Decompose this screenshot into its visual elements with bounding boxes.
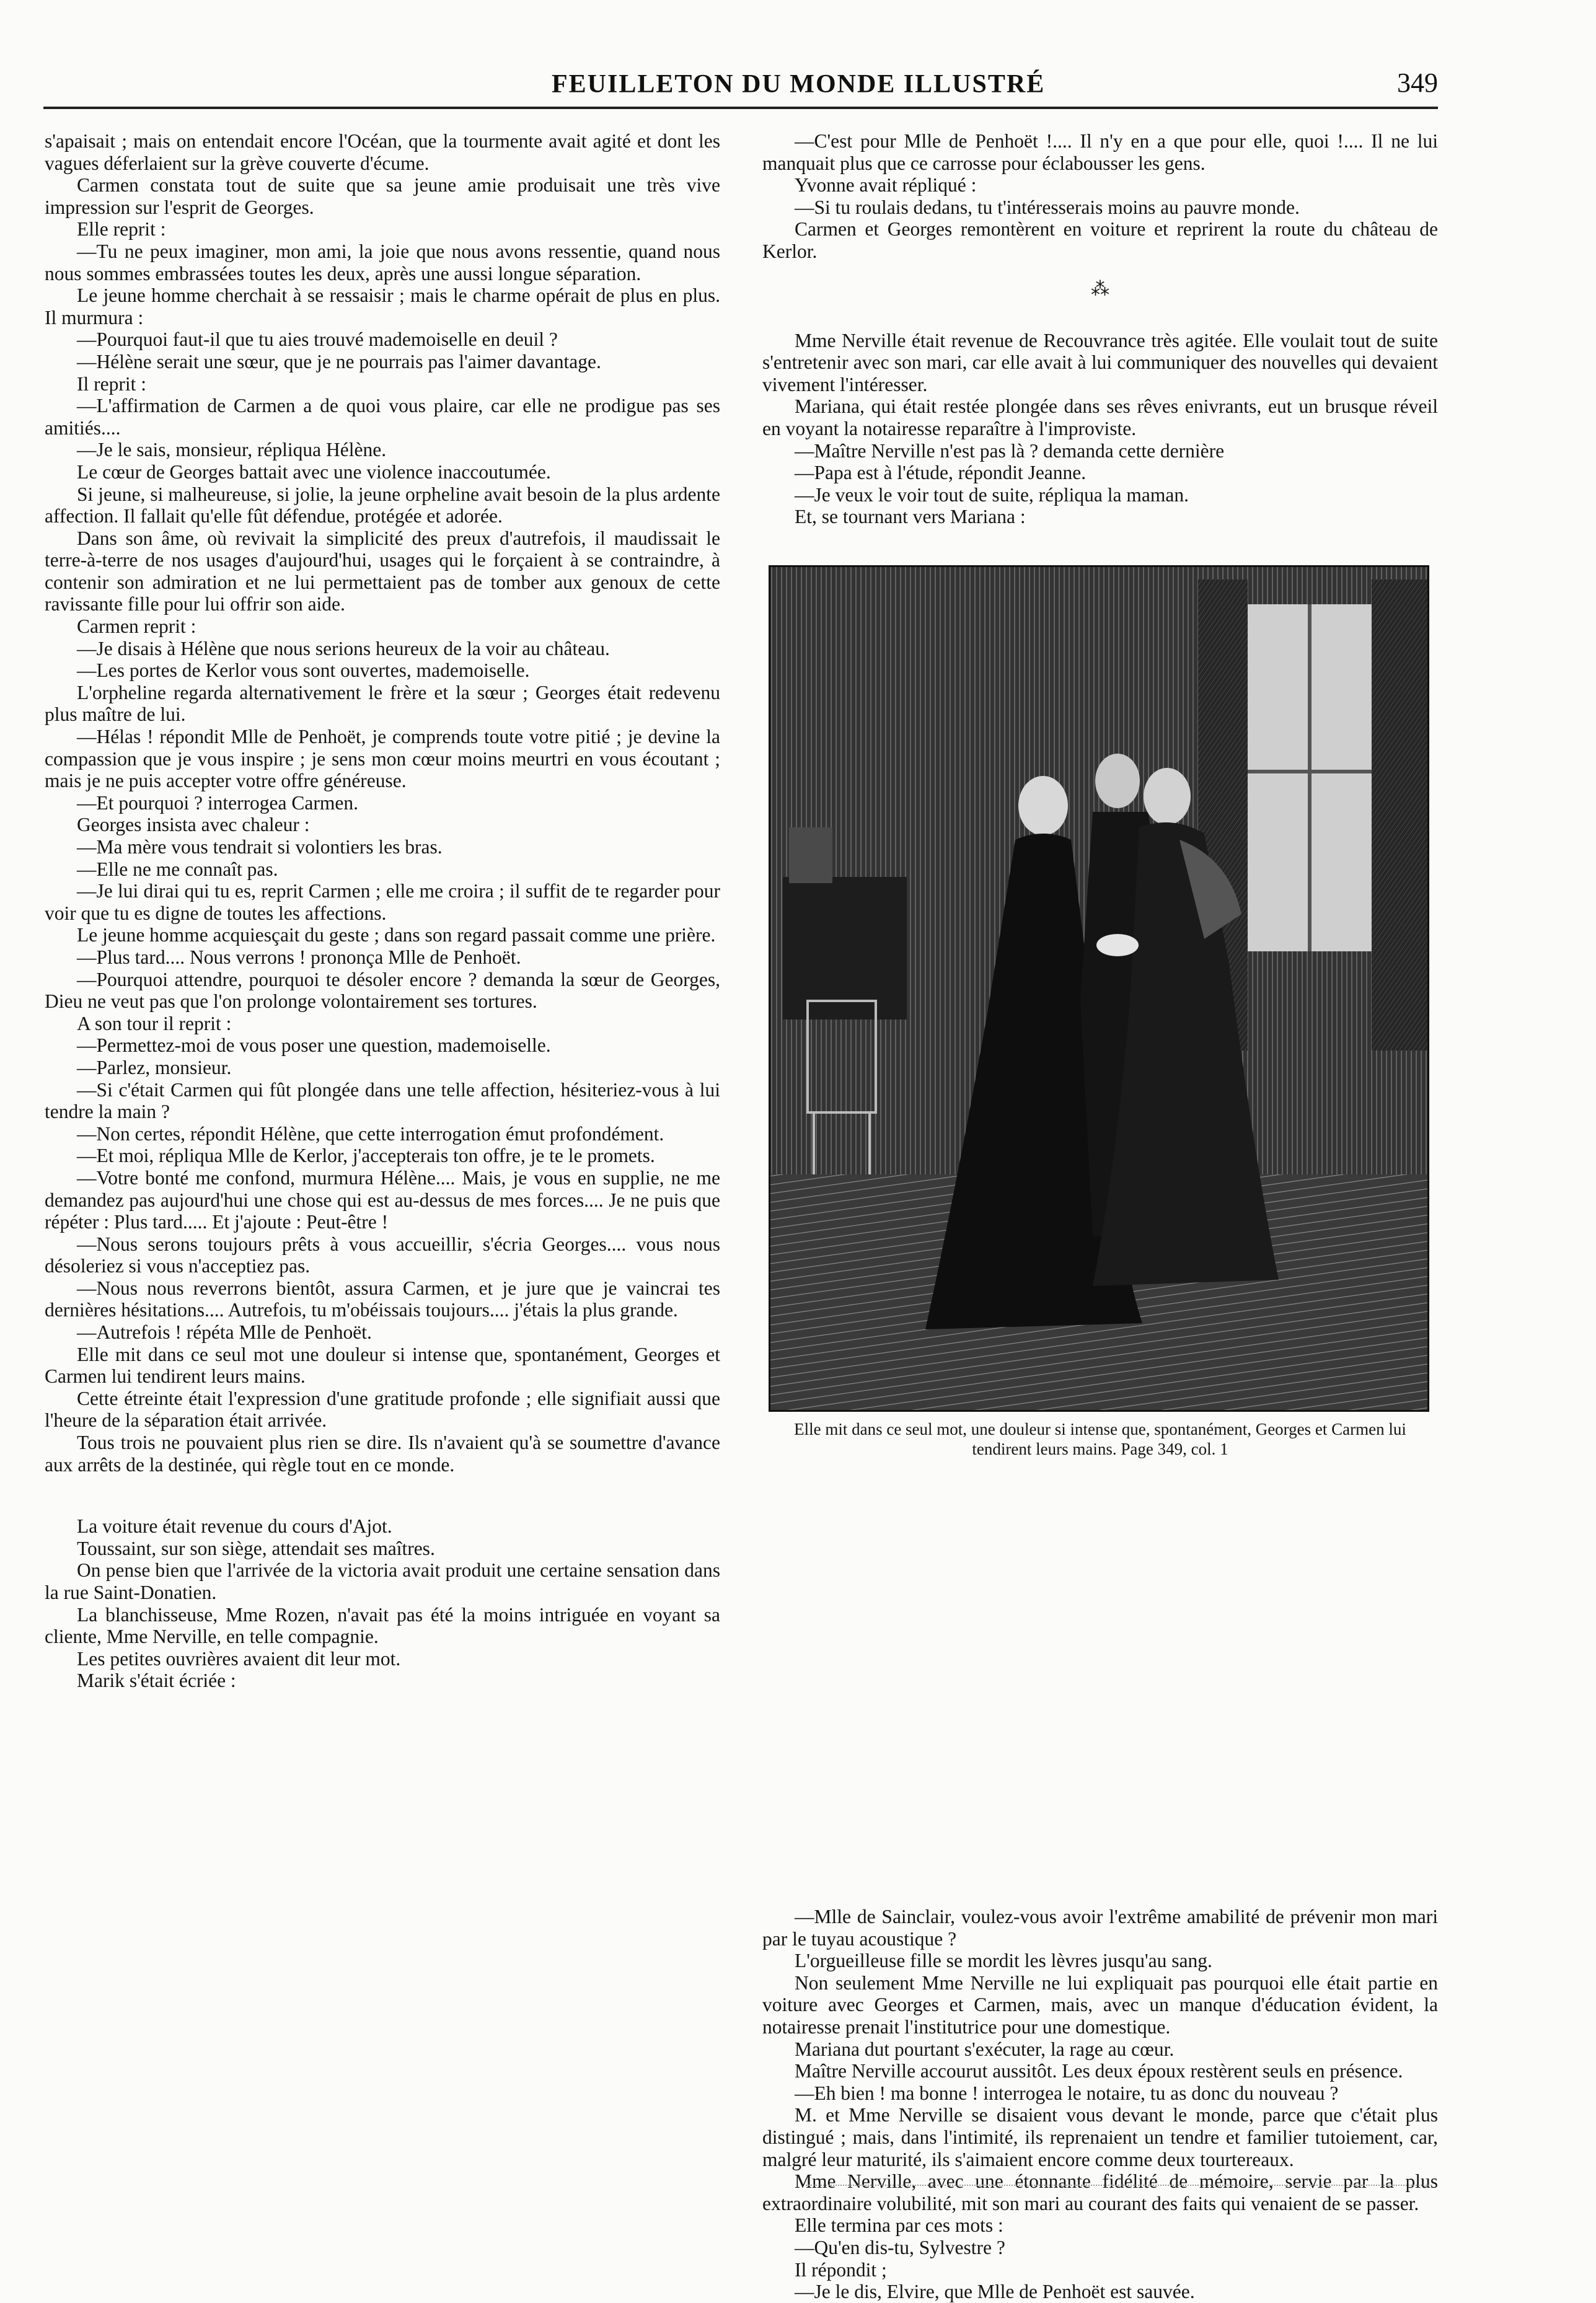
paragraph: Il répondit ; xyxy=(795,2258,887,2281)
paragraph: Dans son âme, où revivait la simplicité des preux d'autrefois, il maudissait le terre-à-terre de nos usages d'aujourd'hui, usages qui le forçaient à se contraindre, à contenir son admiration et ne lui permettaient pas de tomber aux genoux de cette ravissante fille pour lui offrir son aide. xyxy=(45,527,720,615)
paragraph: —Maître Nerville n'est pas là ? demanda cette dernière xyxy=(795,439,1225,462)
paragraph: —Qu'en dis-tu, Sylvestre ? xyxy=(795,2236,1005,2258)
paragraph: —Et moi, répliqua Mlle de Kerlor, j'accepterais ton offre, je te le promets. xyxy=(77,1145,655,1167)
paragraph: —Papa est à l'étude, répondit Jeanne. xyxy=(795,462,1087,484)
paragraph: Cette étreinte était l'expression d'une gratitude profonde ; elle signifiait aussi que l'heure de la séparation était arrivée. xyxy=(45,1387,720,1432)
paragraph: —Je le sais, monsieur, répliqua Hélène. xyxy=(77,439,387,461)
paragraph: Il reprit : xyxy=(77,372,146,395)
paragraph: —Si c'était Carmen qui fût plongée dans une telle affection, hésiteriez-vous à lui tendre la main ? xyxy=(45,1078,720,1123)
paragraph: —Mlle de Sainclair, voulez-vous avoir l'extrême amabilité de prévenir mon mari par le tuyau acoustique ? xyxy=(762,1906,1438,1950)
paragraph: On pense bien que l'arrivée de la victoria avait produit une certaine sensation dans la rue Saint-Donatien. xyxy=(45,1559,720,1603)
paragraph: —L'affirmation de Carmen a de quoi vous plaire, car elle ne prodigue pas ses amitiés.... xyxy=(45,395,720,439)
paragraph: Elle termina par ces mots : xyxy=(795,2214,1003,2237)
paragraph: A son tour il reprit : xyxy=(77,1012,232,1034)
paragraph: —Je le dis, Elvire, que Mlle de Penhoët est sauvée. xyxy=(795,2281,1195,2303)
footer-rule xyxy=(806,2185,1432,2186)
paragraph: Non seulement Mme Nerville ne lui expliquait pas pourquoi elle était partie en voiture avec Georges et Carmen, mais, avec un manque d'éducation évident, la notairesse prenait l'institutrice pour une domestique. xyxy=(762,1971,1438,2038)
paragraph: Elle mit dans ce seul mot une douleur si intense que, spontanément, Georges et Carmen lui tendirent leurs mains. xyxy=(45,1343,720,1388)
paragraph: —Hélas ! répondit Mlle de Penhoët, je comprends toute votre pitié ; je devine la compassion que je vous inspire ; je sens mon cœur moins meurtri en vous écoutant ; mais je ne puis accepter votre offre généreuse. xyxy=(45,726,720,792)
paragraph: Mme Nerville, avec une étonnante fidélité de mémoire, servie par la plus extraordinaire volubilité, mit son mari au courant des faits qui venaient de se passer. xyxy=(762,2170,1438,2214)
paragraph: —Votre bonté me confond, murmura Hélène.... Mais, je vous en supplie, ne me demandez pas aujourd'hui une chose qui est au-dessus de mes forces.... Je ne puis que répéter : Plus tard..... Et j'ajoute : Peut-être ! xyxy=(45,1166,720,1233)
paragraph: —Permettez-moi de vous poser une question, mademoiselle. xyxy=(77,1034,551,1057)
paragraph: Georges insista avec chaleur : xyxy=(77,814,310,836)
paragraph: —Eh bien ! ma bonne ! interrogea le notaire, tu as donc du nouveau ? xyxy=(795,2082,1339,2104)
paragraph: Mariana, qui était restée plongée dans ses rêves enivrants, eut un brusque réveil en voyant la notairesse reparaître à l'improviste. xyxy=(762,395,1438,439)
paragraph: Maître Nerville accourut aussitôt. Les deux époux restèrent seuls en présence. xyxy=(795,2060,1403,2082)
paragraph: Les petites ouvrières avaient dit leur mot. xyxy=(77,1647,401,1670)
paragraph: Le cœur de Georges battait avec une violence inaccoutumée. xyxy=(77,460,551,483)
column-right-bottom xyxy=(762,1906,1438,2303)
page-header xyxy=(43,62,1438,105)
paragraph: —Si tu roulais dedans, tu t'intéresserais moins au pauvre monde. xyxy=(795,196,1300,218)
paragraph: Mariana dut pourtant s'exécuter, la rage au cœur. xyxy=(795,2038,1175,2060)
paragraph: Et, se tournant vers Mariana : xyxy=(795,506,1026,528)
column-right-top xyxy=(762,130,1438,528)
paragraph: —Ma mère vous tendrait si volontiers les bras. xyxy=(77,836,443,858)
paragraph: M. et Mme Nerville se disaient vous devant le monde, parce que c'était plus distingué ; mais, dans l'intimité, ils reprenaient un tendre et familier tutoiement, car, malgré leur maturité, ils s'aimaient encore comme deux tourtereaux. xyxy=(762,2104,1438,2170)
paragraph: —Je disais à Hélène que nous serions heureux de la voir au château. xyxy=(77,637,610,659)
header-rule xyxy=(43,107,1438,109)
paragraph: L'orpheline regarda alternativement le frère et la sœur ; Georges était redevenu plus maître de lui. xyxy=(45,681,720,726)
paragraph: —Les portes de Kerlor vous sont ouvertes, mademoiselle. xyxy=(77,659,530,682)
column-left xyxy=(45,130,720,1692)
paragraph: Tous trois ne pouvaient plus rien se dire. Ils n'avaient qu'à se soumettre d'avance aux arrêts de la destinée, qui règle tout en ce monde. xyxy=(45,1432,720,1476)
paragraph: —Plus tard.... Nous verrons ! prononça Mlle de Penhoët. xyxy=(77,946,521,968)
mantelpiece xyxy=(783,877,907,1019)
paragraph: Le jeune homme cherchait à se ressaisir ; mais le charme opérait de plus en plus. Il murmura : xyxy=(45,284,720,328)
paragraph: Si jeune, si malheureuse, si jolie, la jeune orpheline avait besoin de la plus ardente affection. Il fallait qu'elle fût défendue, protégée et adorée. xyxy=(45,483,720,527)
paragraph: —Nous nous reverrons bientôt, assura Carmen, et je jure que je vaincrai tes dernières hésitations.... Autrefois, tu m'obéissais toujours.... j'étais la plus grande. xyxy=(45,1277,720,1321)
page-number: 349 xyxy=(1397,68,1438,98)
running-title: FEUILLETON DU MONDE ILLUSTRÉ xyxy=(552,70,1046,99)
clasped-hands xyxy=(1096,934,1139,956)
paragraph: —Autrefois ! répéta Mlle de Penhoët. xyxy=(77,1321,372,1344)
paragraph: —Je lui dirai qui tu es, reprit Carmen ; elle me croira ; il suffit de te regarder pour voir que tu es digne de toutes les affections. xyxy=(45,880,720,924)
paragraph: —Pourquoi faut-il que tu aies trouvé mademoiselle en deuil ? xyxy=(77,328,558,351)
engraving-illustration xyxy=(769,565,1429,1412)
illustration-caption: Elle mit dans ce seul mot, une douleur si intense que, spontanément, Georges et Carmen lui tendirent leurs mains. Page 349, col. 1 xyxy=(794,1420,1406,1458)
paragraph: Marik s'était écriée : xyxy=(77,1670,236,1692)
paragraph: —C'est pour Mlle de Penhoët !.... Il n'y en a que pour elle, quoi !.... Il ne lui manquait plus que ce carrosse pour éclabousser les gens. xyxy=(762,130,1438,174)
paragraph: —Hélène serait une sœur, que je ne pourrais pas l'aimer davantage. xyxy=(77,350,601,372)
paragraph: —Tu ne peux imaginer, mon ami, la joie que nous avons ressentie, quand nous nous sommes embrassées toutes les deux, après une aussi longue séparation. xyxy=(45,240,720,284)
paragraph: La voiture était revenue du cours d'Ajot. xyxy=(77,1515,392,1538)
paragraph: Le jeune homme acquiesçait du geste ; dans son regard passait comme une prière. xyxy=(77,924,716,946)
paragraph: —Elle ne me connaît pas. xyxy=(77,858,278,880)
paragraph: Toussaint, sur son siège, attendait ses maîtres. xyxy=(77,1537,435,1559)
paragraph: —Non certes, répondit Hélène, que cette interrogation émut profondément. xyxy=(77,1122,664,1145)
paragraph: Elle reprit : xyxy=(77,218,166,240)
paragraph: —Je veux le voir tout de suite, répliqua la maman. xyxy=(795,483,1189,506)
clock-ornament xyxy=(789,827,832,883)
paragraph: L'orgueilleuse fille se mordit les lèvres jusqu'au sang. xyxy=(795,1950,1212,1972)
section-asterism: ⁂ xyxy=(1091,278,1109,299)
paragraph: Carmen et Georges remontèrent en voiture et reprirent la route du château de Kerlor. xyxy=(762,218,1438,262)
paragraph: —Parlez, monsieur. xyxy=(77,1056,232,1078)
paragraph: s'apaisait ; mais on entendait encore l'Océan, que la tourmente avait agité et dont les vagues déferlaient sur la grève couverte d'écume. xyxy=(45,130,720,174)
paragraph: —Nous serons toujours prêts à vous accueillir, s'écria Georges.... vous nous désoleriez si vous n'acceptiez pas. xyxy=(45,1233,720,1277)
paragraph: La blanchisseuse, Mme Rozen, n'avait pas été la moins intriguée en voyant sa cliente, Mme Nerville, en telle compagnie. xyxy=(45,1603,720,1648)
paragraph: Carmen constata tout de suite que sa jeune amie produisait une très vive impression sur l'esprit de Georges. xyxy=(45,174,720,218)
paragraph: —Pourquoi attendre, pourquoi te désoler encore ? demanda la sœur de Georges, Dieu ne veut pas que l'on prolonge volontairement ses tortures. xyxy=(45,968,720,1013)
illustration-drawing xyxy=(770,567,1427,1410)
paragraph: —Et pourquoi ? interrogea Carmen. xyxy=(77,791,358,814)
paragraph: Mme Nerville était revenue de Recouvrance très agitée. Elle voulait tout de suite s'entretenir avec son mari, car elle avait à lui communiquer des nouvelles qui devaient vivement l'intéresser. xyxy=(762,329,1438,395)
paragraph: Yvonne avait répliqué : xyxy=(795,174,977,196)
paragraph: Carmen reprit : xyxy=(77,615,196,638)
